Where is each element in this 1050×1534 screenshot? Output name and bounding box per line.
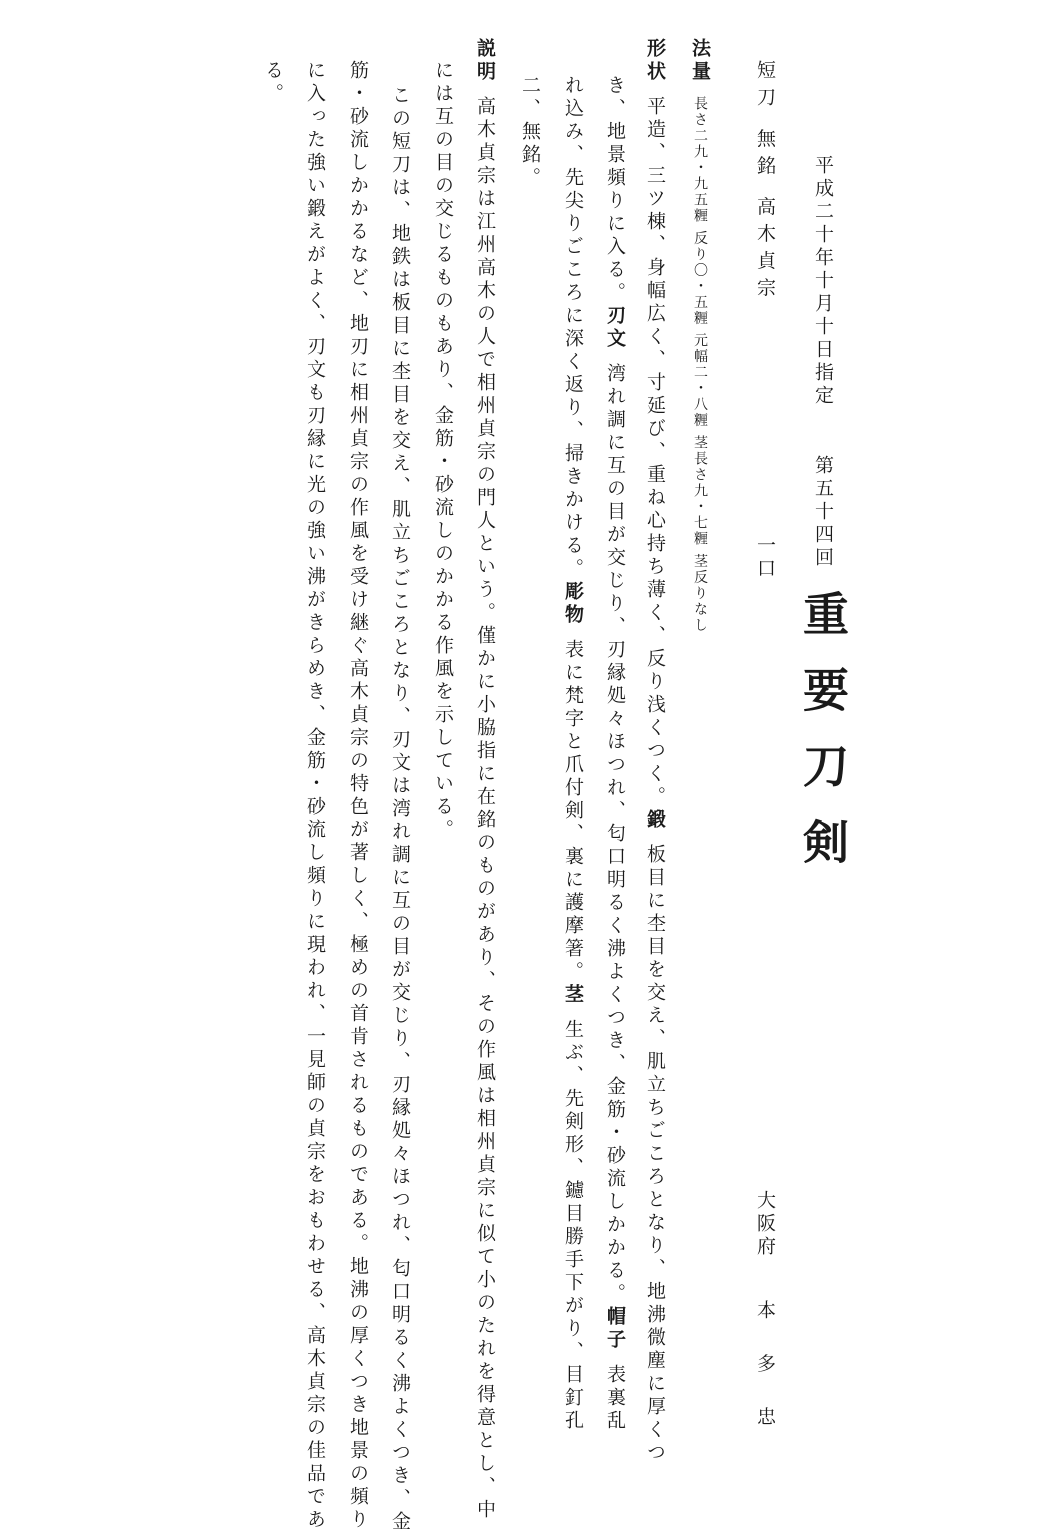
hamon-heading: 刃文 — [604, 305, 626, 351]
item-count: 一口 — [754, 535, 776, 581]
horimono-text: 表に梵字と爪付剣、裏に護摩箸。 — [562, 639, 584, 984]
measurements-text: 長さ二九・九五糎 反り〇・五糎 元幅二・八糎 茎長さ九・七糎 茎反りなし — [692, 96, 708, 634]
nakago-line-cont: 二、無銘。 — [519, 75, 541, 190]
forging-heading: 鍛 — [644, 809, 666, 832]
horimono-line — [558, 75, 588, 1433]
explanation-heading: 説明 — [474, 38, 496, 84]
page-title: 重要刀剣 — [796, 590, 850, 894]
nakago-heading: 茎 — [562, 984, 584, 1007]
owner-name: 本 多 忠 — [754, 1300, 776, 1440]
explanation-line-1 — [470, 38, 500, 1522]
owner-location: 大阪府 — [754, 1190, 776, 1259]
boushi-text-cont: れ込み、先尖りごころに深く返り、掃きかける。 — [562, 75, 584, 581]
explanation-line-3: この短刀は、地鉄は板目に杢目を交え、肌立ちごころとなり、刃文は湾れ調に互の目が交じり、刃縁処々ほつれ、匂口明るく沸よくつき、金 — [389, 85, 411, 1534]
item-name: 短刀 無銘 高木貞宗 — [754, 60, 776, 305]
session-number: 第五十四回 — [812, 455, 834, 570]
explanation-line-4: 筋・砂流しかかるなど、地刃に相州貞宗の作風を受け継ぐ高木貞宗の特色が著しく、極めの首肯されるものである。地沸の厚くつき地景の頻り — [347, 60, 369, 1532]
forging-text: 板目に杢目を交え、肌立ちごころとなり、地沸微塵に厚くつ — [644, 844, 666, 1465]
boushi-text: 表裏乱 — [604, 1364, 626, 1433]
horimono-heading: 彫物 — [562, 581, 584, 627]
boushi-heading: 帽子 — [604, 1306, 626, 1352]
explanation-text-1: 高木貞宗は江州高木の人で相州貞宗の門人という。僅かに小脇指に在銘のものがあり、その作風は相州貞宗に似て小のたれを得意とし、中 — [474, 96, 496, 1522]
shape-line — [640, 38, 670, 1465]
shape-heading: 形状 — [644, 38, 666, 84]
nakago-text: 生ぶ、先剣形、鑢目勝手下がり、目釘孔 — [562, 1019, 584, 1433]
measurements-line — [685, 38, 715, 634]
forging-text-cont: き、地景頻りに入る。 — [604, 75, 626, 305]
explanation-line-5: に入った強い鍛えがよく、刃文も刃縁に光の強い沸がきらめき、金筋・砂流し頻りに現われ、一見師の貞宗をおもわせる、高木貞宗の佳品であ — [304, 60, 326, 1532]
designation-date: 平成二十年十月十日指定 — [812, 155, 834, 408]
measurements-heading: 法量 — [689, 38, 711, 84]
explanation-line-6: る。 — [262, 60, 284, 106]
hamon-text: 湾れ調に互の目が交じり、刃縁処々ほつれ、匂口明るく沸よくつき、金筋・砂流しかかる。 — [604, 363, 626, 1306]
hamon-line — [600, 75, 630, 1433]
shape-text: 平造、三ツ棟、身幅広く、寸延び、重ね心持ち薄く、反り浅くつく。 — [644, 96, 666, 809]
explanation-line-2: には互の目の交じるものもあり、金筋・砂流しのかかる作風を示している。 — [432, 60, 454, 842]
